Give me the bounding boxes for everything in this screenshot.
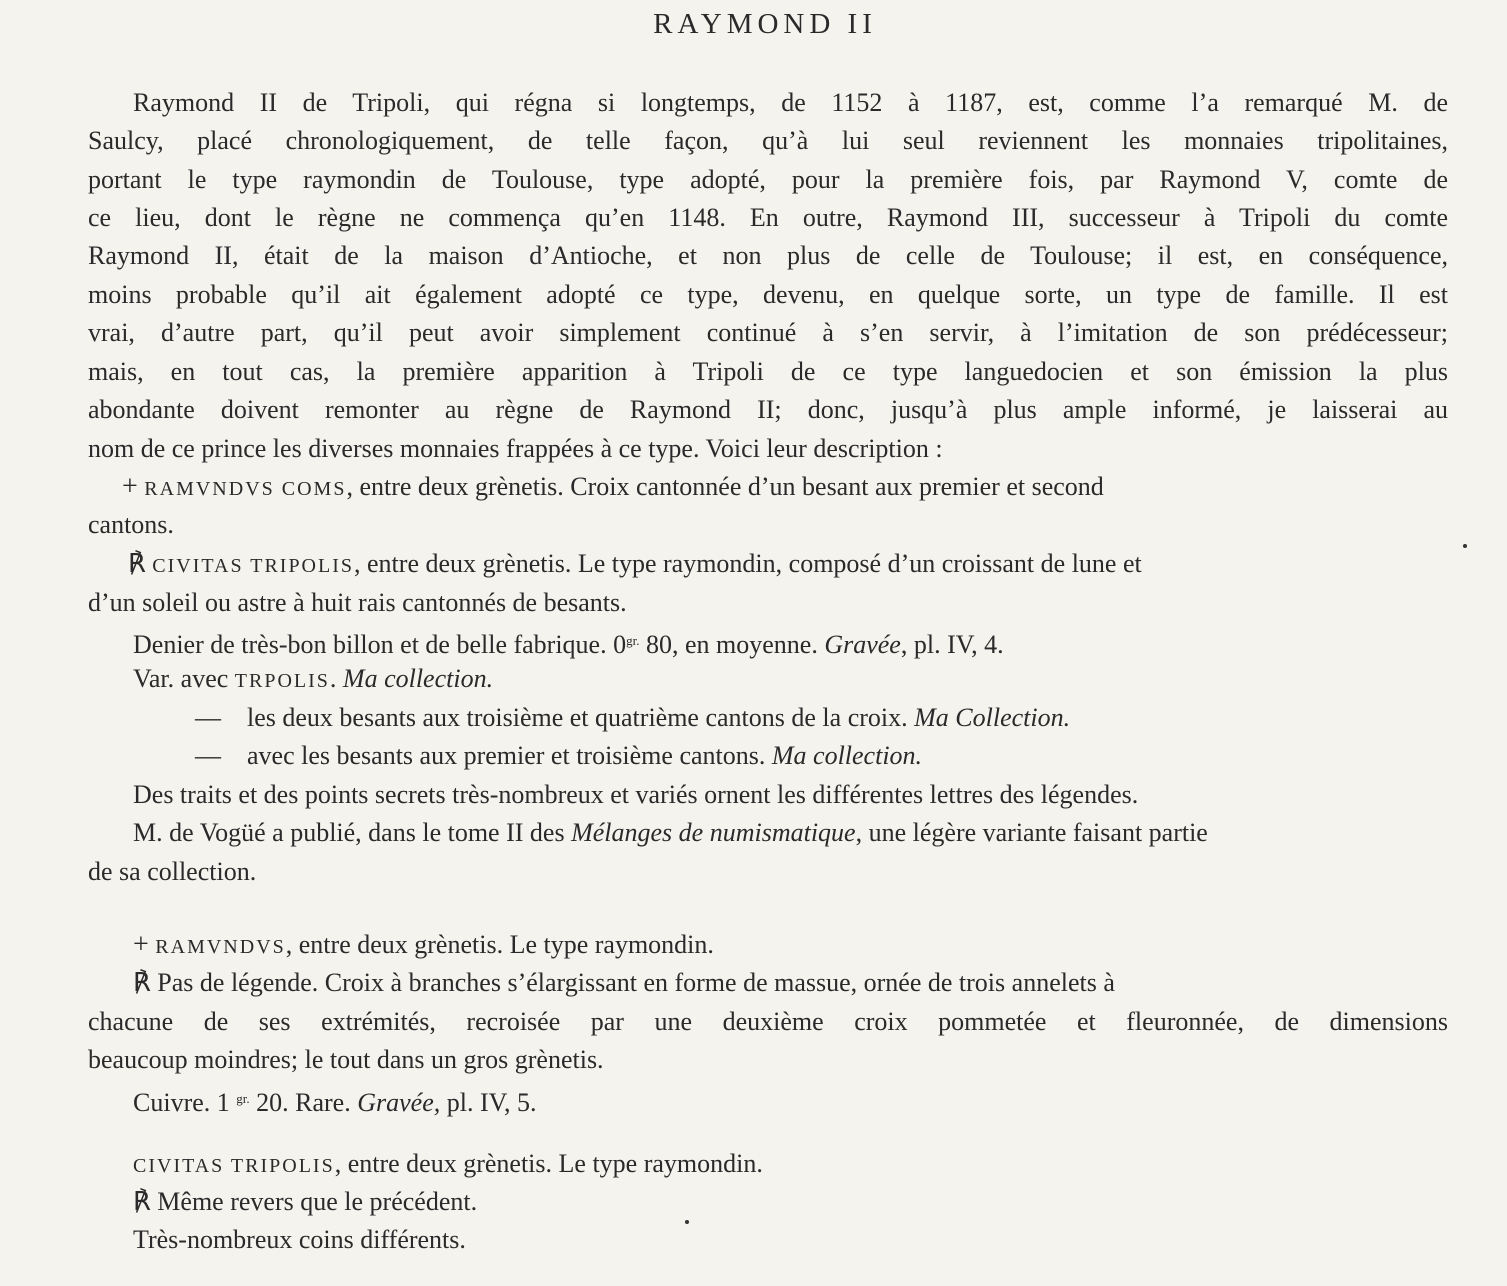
cross-symbol: + (122, 471, 138, 502)
collection-ref: Ma collection. (771, 741, 923, 770)
cuivre-line (133, 1080, 537, 1122)
text-line: moins probable qu’il ait également adopté ce type, devenu, en quelque sorte, un type de famille. Il est (88, 280, 1448, 309)
text-line: Raymond II, était de la maison d’Antioche, et non plus de celle de Toulouse; il est, en conséquence, (88, 241, 1448, 270)
text-span: M. de Vogüé a publié, dans le tome II des (133, 818, 565, 847)
text-line: portant le type raymondin de Toulouse, type adopté, pour la première fois, par Raymond V, comte de (88, 165, 1448, 194)
obverse-description: , entre deux grènetis. Croix cantonnée d’un besant aux premier et second (346, 472, 1104, 501)
weight-unit: gr. (626, 633, 640, 648)
obverse-line (133, 926, 714, 966)
dash: — (195, 703, 221, 732)
reverse-symbol: ℟ (133, 968, 151, 997)
text-span: , une légère variante faisant partie (855, 818, 1208, 847)
variant-text: les deux besants aux troisième et quatrième cantons de la croix. (247, 703, 908, 732)
text-line: Raymond II de Tripoli, qui régna si longtemps, de 1152 à 1187, est, comme l’a remarqué M. de (133, 88, 1448, 117)
obverse-legend: RAMVNDVS COMS (144, 478, 347, 500)
engraved-ref: Gravée (824, 630, 901, 659)
obverse-legend: RAMVNDVS (155, 936, 286, 958)
plate-ref: , pl. IV, 4. (900, 630, 1004, 659)
reverse-description: Pas de légende. Croix à branches s’élargissant en forme de massue, ornée de trois annelets à (157, 968, 1115, 997)
publication-title: Mélanges de numismatique (571, 818, 856, 847)
denier-line (133, 622, 1004, 664)
collection-ref: Ma collection. (342, 664, 494, 693)
collection-ref: Ma Collection. (914, 703, 1071, 732)
reverse-symbol: ℟ (128, 549, 146, 578)
text-line: abondante doivent remonter au règne de Raymond II; donc, jusqu’à plus ample informé, je laisserai au (88, 395, 1448, 424)
obverse-description: , entre deux grènetis. Le type raymondin. (285, 930, 714, 959)
variant-legend: TRPOLIS (234, 670, 330, 692)
reverse-description: , entre deux grènetis. Le type raymondin, composé d’un croissant de lune et (354, 549, 1142, 578)
text-line: mais, en tout cas, la première apparition à Tripoli de ce type languedocien et son émission la plus (88, 357, 1448, 386)
denier-weight: 80, en moyenne. (645, 630, 818, 659)
weight-unit: gr. (236, 1091, 250, 1106)
metal-text: Cuivre. 1 (133, 1088, 230, 1117)
reverse-line (128, 545, 1142, 585)
obverse-description: , entre deux grènetis. Le type raymondin. (334, 1149, 763, 1178)
print-speck (685, 1220, 689, 1224)
text-line: cantons. (88, 510, 174, 539)
text-line: nom de ce prince les diverses monnaies frappées à ce type. Voici leur description : (88, 434, 943, 463)
obverse-line (133, 1145, 763, 1185)
variant-line (195, 737, 922, 775)
text-line: d’un soleil ou astre à huit rais cantonnés de besants. (88, 588, 627, 617)
reverse-line (133, 1183, 477, 1221)
variant-line (195, 699, 1070, 737)
text-line: ce lieu, dont le règne ne commença qu’en 1148. En outre, Raymond III, successeur à Tripoli du comte (88, 203, 1448, 232)
weight-text: 20. Rare. (256, 1088, 351, 1117)
text-line: Des traits et des points secrets très-nombreux et variés ornent les différentes lettres des légendes. (133, 780, 1139, 809)
text-line: chacune de ses extrémités, recroisée par une deuxième croix pommetée et fleuronnée, de dimensions (88, 1007, 1448, 1036)
reverse-symbol: ℟ (133, 1187, 151, 1216)
cross-symbol: + (133, 929, 149, 960)
reverse-legend: CIVITAS TRIPOLIS (152, 555, 355, 577)
text-line: de sa collection. (88, 857, 257, 886)
reverse-description: Même revers que le précédent. (157, 1187, 478, 1216)
text-line: vrai, d’autre part, qu’il peut avoir simplement continué à s’en servir, à l’imitation de son prédécesseur; (88, 318, 1448, 347)
denier-text: Denier de très-bon billon et de belle fabrique. 0 (133, 630, 627, 659)
variant-prefix: Var. avec (133, 664, 229, 693)
print-speck (1463, 544, 1467, 548)
variant-line: Var. avec TRPOLIS. Ma collection. (133, 664, 494, 693)
dash: — (195, 741, 221, 770)
vogue-line (133, 814, 1448, 852)
variant-text: avec les besants aux premier et troisième cantons. (247, 741, 766, 770)
text-line: Très-nombreux coins différents. (133, 1225, 466, 1254)
reverse-line (133, 964, 1448, 1002)
engraved-ref: Gravée, (357, 1088, 441, 1117)
text-line: Saulcy, placé chronologiquement, de telle façon, qu’à lui seul reviennent les monnaies tripolitaines, (88, 126, 1448, 155)
obverse-line (122, 468, 1448, 508)
page-title: RAYMOND II (653, 8, 877, 40)
plate-ref: pl. IV, 5. (446, 1088, 537, 1117)
text-line: beaucoup moindres; le tout dans un gros grènetis. (88, 1045, 604, 1074)
obverse-legend: CIVITAS TRIPOLIS (133, 1155, 335, 1177)
